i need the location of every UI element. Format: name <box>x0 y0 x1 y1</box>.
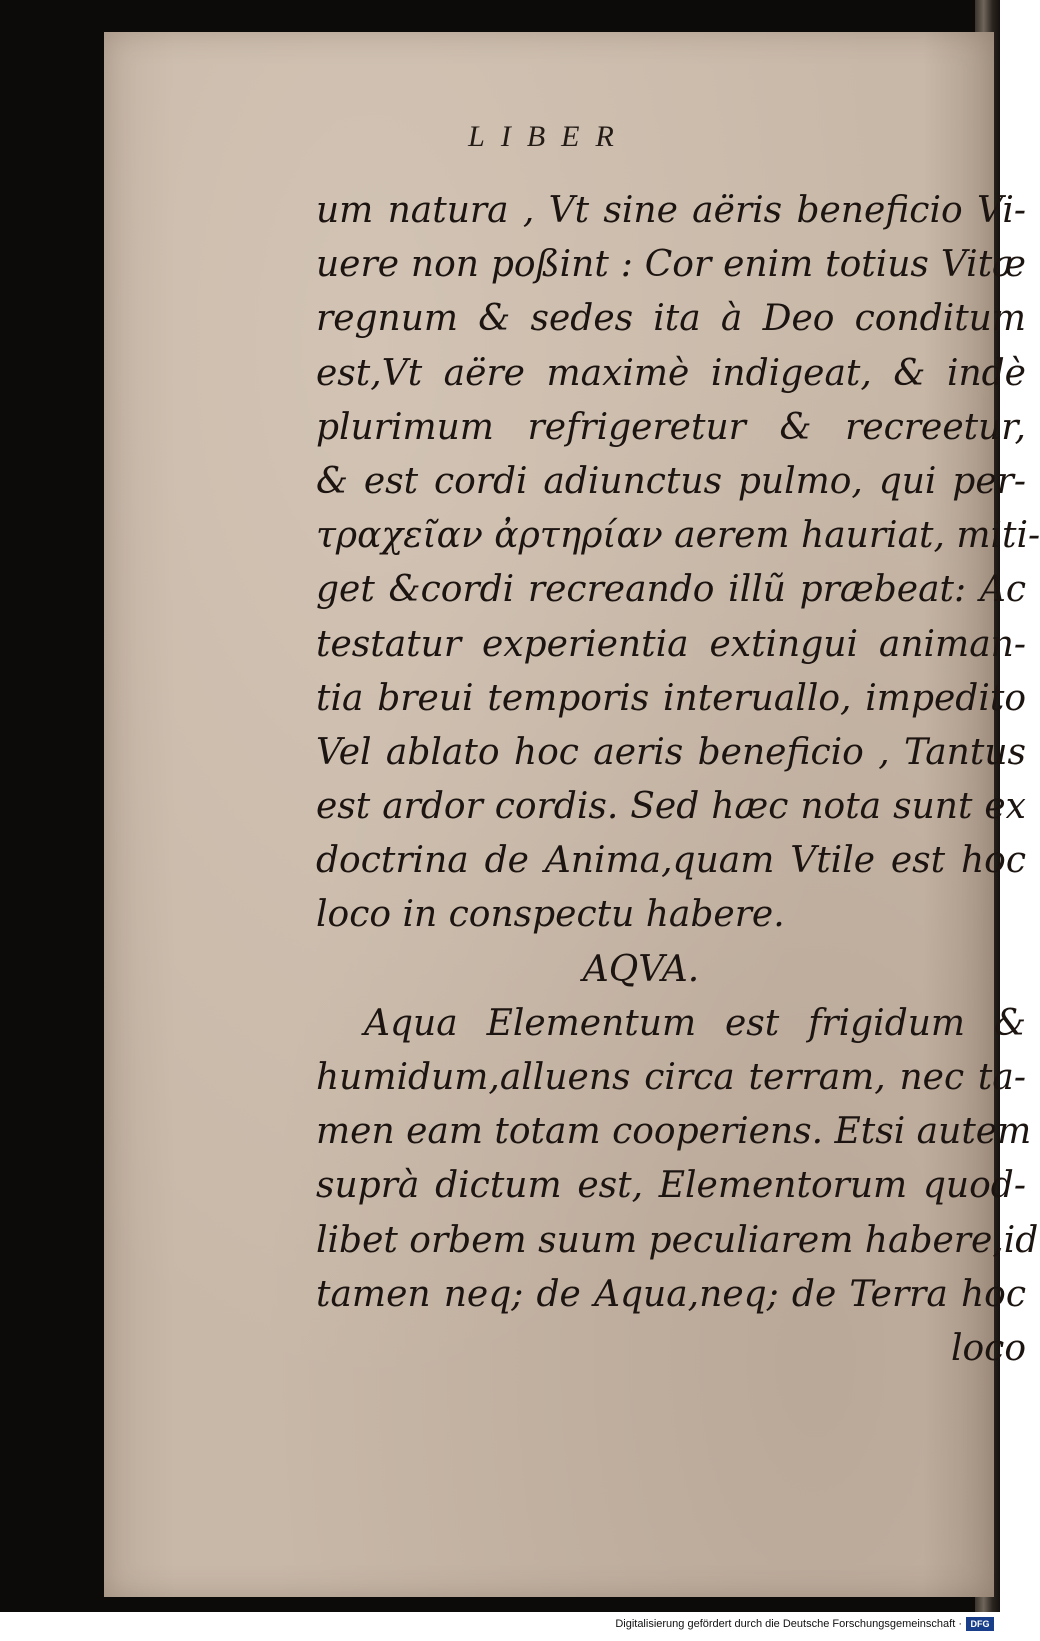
text-line: men eam totam cooperiens. Etsi autem <box>316 1111 1032 1153</box>
dfg-logo: DFG <box>966 1617 994 1631</box>
text-line: Vel ablato hoc aeris beneficio , Tantus <box>316 731 1026 773</box>
book-page <box>104 32 1040 1597</box>
text-line: libet orbem suum peculiarem habere,id <box>316 1219 1039 1261</box>
text-line: tamen neq; de Aqua,neq; de Terra hoc <box>316 1273 1026 1315</box>
text-line: get &cordi recreando illũ præbeat: Ac <box>316 569 1026 611</box>
text-line: um natura , Vt sine aëris beneficio Vi- <box>316 190 1026 231</box>
catchword: loco <box>950 1327 1026 1369</box>
text-line: est ardor cordis. Sed hæc nota sunt ex <box>316 786 1026 828</box>
text-line: humidum,alluens circa terram, nec ta- <box>316 1057 1026 1098</box>
text-line: τραχεῖαν ἀρτηρίαν aerem hauriat, miti- <box>316 515 1040 557</box>
running-head: LIBER <box>468 120 630 153</box>
text-line: uere non poßint : Cor enim totius Vitæ <box>316 244 1026 286</box>
text-line: plurimum refrigeretur & recreetur, <box>316 406 1026 448</box>
text-line: Aqua Elementum est frigidum & <box>364 1002 1026 1044</box>
text-line: suprà dictum est, Elementorum quod- <box>316 1165 1026 1207</box>
text-line: regnum & sedes ita à Deo conditum <box>316 298 1026 340</box>
body-text <box>316 184 1040 1376</box>
section-heading: AQVA. <box>582 948 700 990</box>
text-line: tia breui temporis interuallo, impedito <box>316 677 1026 719</box>
funding-credit: Digitalisierung gefördert durch die Deutsche Forschungsgemeinschaft · <box>615 1618 962 1630</box>
text-line: est,Vt aëre maximè indigeat, & indè <box>316 352 1026 394</box>
text-line: & est cordi adiunctus pulmo, qui per- <box>316 460 1026 502</box>
text-line: doctrina de Anima,quam Vtile est hoc <box>316 840 1026 882</box>
text-line: loco in conspectu habere. <box>316 894 785 936</box>
text-line: testatur experientia extingui animan- <box>316 623 1026 665</box>
